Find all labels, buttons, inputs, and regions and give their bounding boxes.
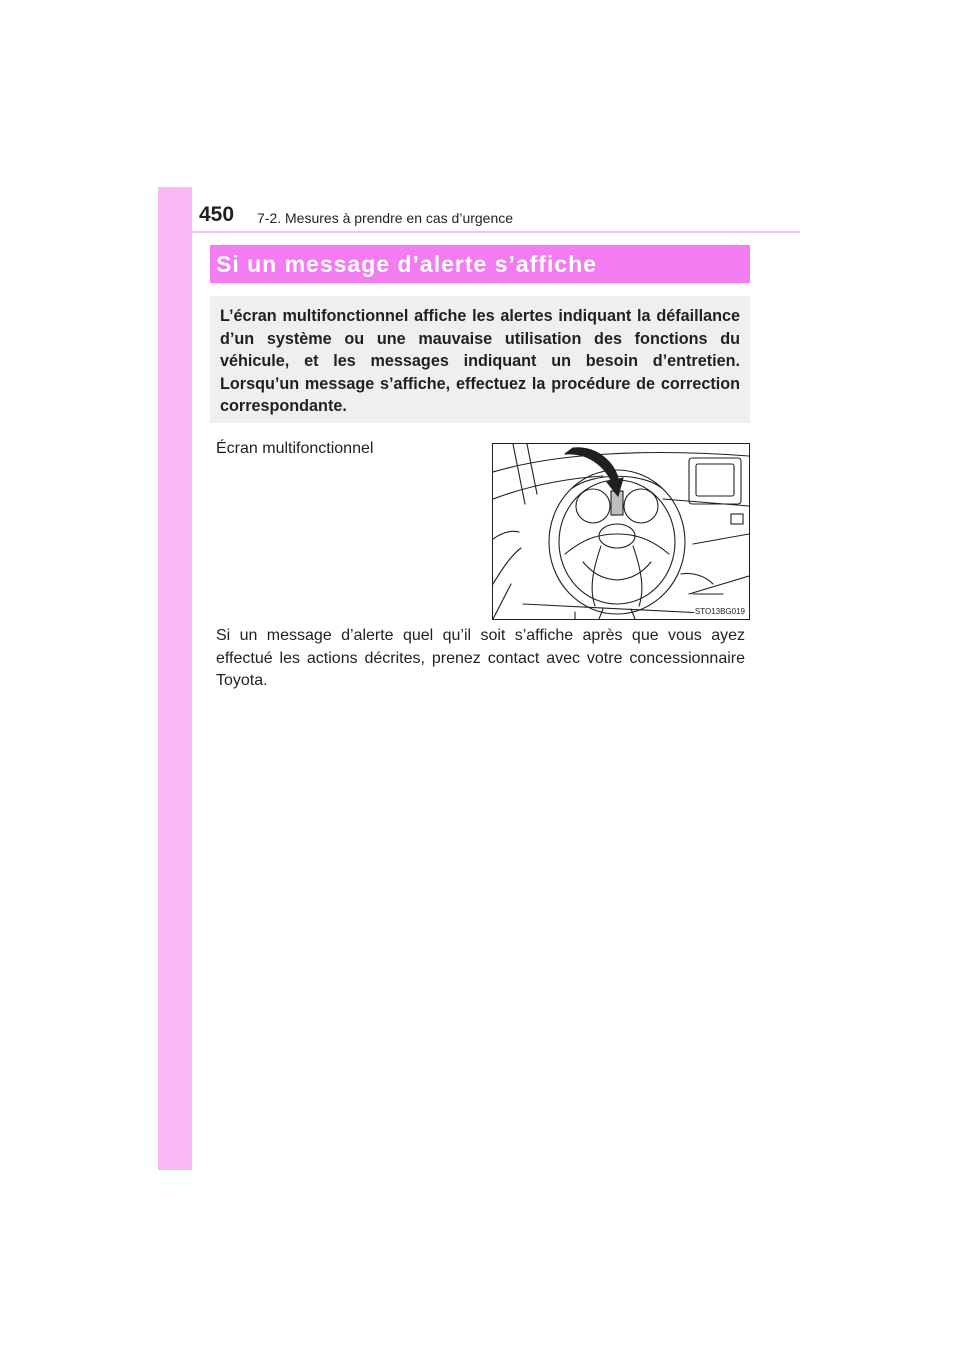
intro-text: L’écran multifonctionnel affiche les alertes indiquant la défaillance d’un système ou une mauvaise utilisation des fonctions du véhicule, et les messages indiquant un besoin d’entretien. Lorsqu’un message s’affiche, effectuez la procédure de correction correspondante. (220, 307, 740, 415)
figure-caption: Écran multifonctionnel (216, 440, 374, 457)
section-title-bar (210, 245, 750, 283)
intro-box (210, 296, 750, 423)
running-head: 7-2. Mesures à prendre en cas d’urgence (257, 210, 514, 226)
section-title: Si un message d’alerte s’affiche (216, 250, 597, 277)
side-tab-band (158, 187, 192, 1170)
dashboard-drawing (493, 444, 749, 619)
note-text: Si un message d’alerte quel qu’il soit s’affiche après que vous ayez effectué les actions décrites, prenez contact avec votre concessionnaire Toyota. (216, 627, 745, 689)
illustration-code: STO13BG019 (694, 607, 745, 616)
header-rule (192, 231, 800, 233)
page-number: 450 (199, 203, 235, 226)
dashboard-illustration (492, 443, 750, 620)
